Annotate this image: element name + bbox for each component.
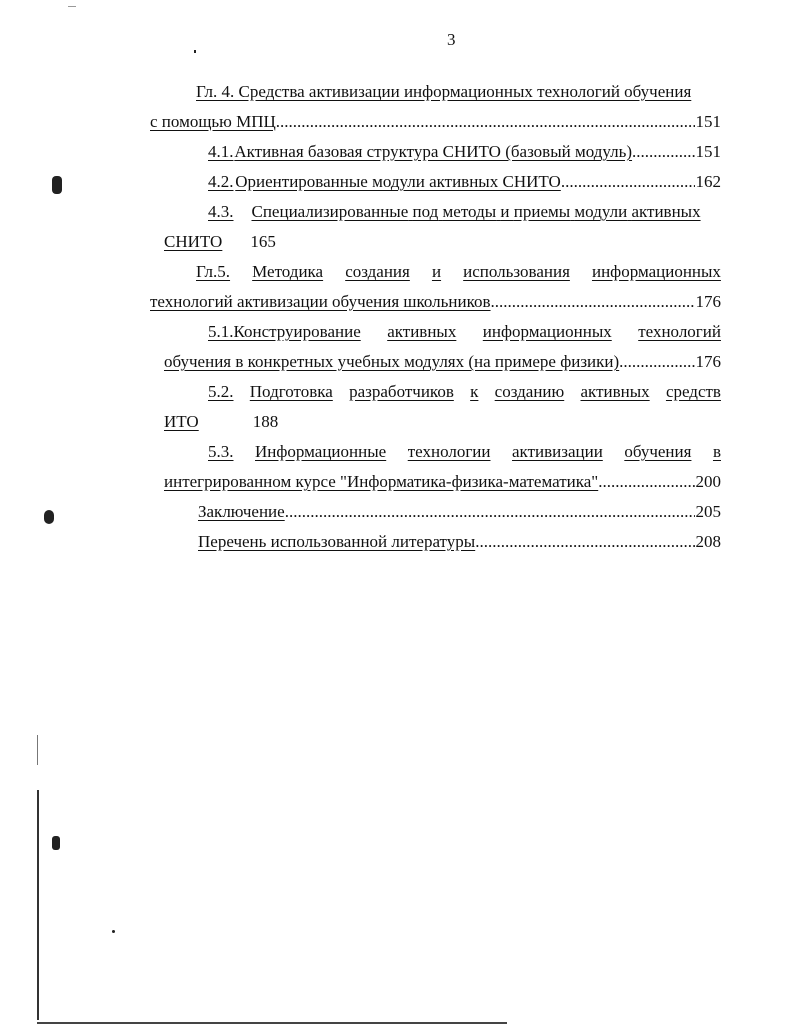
toc-entry-5-2-line2 bbox=[164, 410, 464, 434]
dot-leader bbox=[475, 530, 694, 554]
dot-leader bbox=[598, 470, 694, 494]
toc-entry-5-1: 5.1.Конструирование активных информационных технологий bbox=[208, 322, 721, 341]
toc-4-3-tail: СНИТО bbox=[164, 232, 223, 251]
scan-border-line bbox=[37, 1022, 507, 1024]
page-number: 3 bbox=[447, 30, 456, 49]
toc-4-3-number: 4.3. bbox=[208, 202, 234, 221]
toc-ch5-title-line1: Гл.5. Методика создания и использования информационных bbox=[196, 262, 721, 281]
dot-leader bbox=[561, 170, 695, 194]
toc-references bbox=[198, 530, 721, 554]
toc-4-2-number: 4.2. bbox=[208, 172, 234, 191]
scan-hole-mark bbox=[52, 836, 60, 850]
scan-speck bbox=[194, 50, 196, 53]
toc-entry-4-3 bbox=[208, 200, 721, 224]
toc-ch5-page: 176 bbox=[695, 292, 721, 311]
dot-leader bbox=[619, 350, 694, 374]
toc-ch5-title-tail: технологий активизации обучения школьников bbox=[150, 292, 491, 311]
toc-references-page: 208 bbox=[695, 532, 721, 551]
toc-ch4-title-line1: Гл. 4. Средства активизации информационных технологий обучения bbox=[196, 82, 692, 101]
toc-entry-5-1-line2 bbox=[164, 350, 721, 374]
toc-conclusion-page: 205 bbox=[695, 502, 721, 521]
toc-5-2-tail: ИТО bbox=[164, 412, 199, 431]
toc-4-3-page: 165 bbox=[250, 232, 276, 251]
toc-entry-4-1 bbox=[208, 140, 721, 164]
toc-5-3-page: 200 bbox=[695, 472, 721, 491]
scan-speck bbox=[68, 6, 76, 7]
toc-entry-5-3-line2 bbox=[164, 470, 721, 494]
toc-references-label: Перечень использованной литературы bbox=[198, 532, 476, 551]
toc-4-3-title: Специализированные под методы и приемы модули активных bbox=[251, 202, 701, 221]
toc-5-1-page: 176 bbox=[695, 352, 721, 371]
dot-leader bbox=[632, 140, 694, 164]
toc-4-2-title: Ориентированные модули активных СНИТО bbox=[235, 172, 561, 191]
toc-5-2-page: 188 bbox=[252, 412, 279, 431]
dot-leader bbox=[276, 110, 695, 134]
scan-speck bbox=[112, 930, 115, 933]
toc-entry-5-3: 5.3. Информационные технологии активизации обучения в bbox=[208, 442, 721, 461]
toc-ch4-title-tail: с помощью МПЦ bbox=[150, 112, 276, 131]
toc-4-2-page: 162 bbox=[695, 172, 721, 191]
toc-5-1-title-tail: обучения в конкретных учебных модулях (на примере физики) bbox=[164, 352, 620, 371]
dot-leader bbox=[491, 290, 695, 314]
toc-ch4-page: 151 bbox=[695, 112, 721, 131]
toc-5-3-title-tail: интегрированном курсе "Информатика-физика-математика" bbox=[164, 472, 599, 491]
scan-hole-mark bbox=[44, 510, 54, 524]
scan-border-line bbox=[37, 790, 39, 1020]
dot-leader bbox=[285, 500, 695, 524]
toc-ch5-title-line2 bbox=[150, 290, 721, 314]
toc-entry-4-2 bbox=[208, 170, 721, 194]
toc-4-1-page: 151 bbox=[695, 142, 721, 161]
toc-4-1-number: 4.1. bbox=[208, 142, 234, 161]
toc-conclusion bbox=[198, 500, 721, 524]
toc-entry-4-3-line2 bbox=[164, 230, 464, 254]
scan-hole-mark bbox=[52, 176, 62, 194]
toc-4-1-title: Активная базовая структура СНИТО (базовый модуль) bbox=[234, 142, 633, 161]
toc-conclusion-label: Заключение bbox=[198, 502, 285, 521]
toc-ch4-title-line2 bbox=[150, 110, 721, 134]
toc-entry-5-2: 5.2. Подготовка разработчиков к созданию активных средств bbox=[208, 382, 721, 401]
scan-border-line bbox=[37, 735, 38, 765]
